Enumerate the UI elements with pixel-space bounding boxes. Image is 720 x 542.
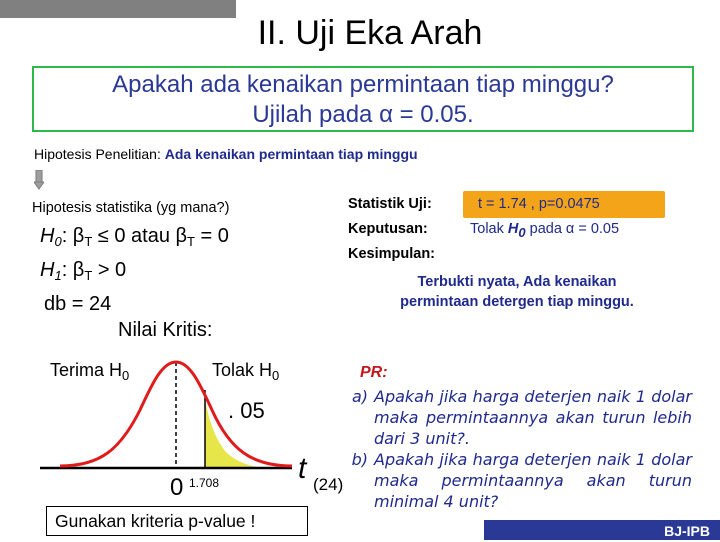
accept-region-label — [50, 360, 129, 383]
h1-beta-sub: T — [84, 268, 93, 283]
statistic-value: t = 1.74 , p=0.0475 — [478, 196, 600, 212]
h0-beta-sub: T — [84, 234, 93, 249]
pr-item-b-text: Apakah jika harga deterjen naik 1 dolar maka permintaannya akan turun minimal 4 unit? — [374, 450, 692, 511]
h1-beta: : β — [61, 259, 85, 281]
h1-letter: H — [40, 259, 55, 281]
slide-title: II. Uji Eka Arah — [257, 14, 483, 52]
t-axis-label: t — [298, 452, 307, 485]
question-box — [32, 66, 694, 132]
critical-value: 1.708 — [189, 476, 220, 490]
alpha-label: . 05 — [228, 398, 265, 423]
pr-item-b-mark: b) — [351, 450, 368, 469]
footer-brand: BJ-IPB — [484, 520, 720, 540]
zero-label: 0 — [170, 474, 184, 501]
kesimpulan-line-2: permintaan detergen tiap minggu. — [400, 294, 634, 310]
h1-end: > 0 — [92, 259, 127, 281]
terima-text: Terima H — [50, 360, 123, 380]
pr-title: PR: — [360, 364, 388, 381]
h0-end: = 0 — [194, 225, 229, 247]
null-hypothesis — [40, 224, 229, 254]
pr-item-b — [340, 449, 704, 512]
kesimpulan-value — [358, 272, 676, 312]
research-hypothesis-label: Hipotesis Penelitian: — [34, 146, 161, 162]
tolak-sub: 0 — [272, 368, 280, 383]
alt-hypothesis — [40, 258, 126, 288]
h0-letter: H — [40, 225, 55, 247]
degrees-of-freedom: db = 24 — [44, 293, 112, 315]
keputusan-rest: pada α = 0.05 — [525, 221, 620, 237]
pr-item-a — [340, 386, 704, 449]
t-df-label: (24) — [313, 475, 344, 494]
terima-sub: 0 — [122, 368, 130, 383]
pvalue-note: Gunakan kriteria p-value ! — [46, 506, 308, 536]
question-line-1: Apakah ada kenaikan permintaan tiap minggu? — [112, 71, 614, 98]
kesimpulan-label: Kesimpulan: — [348, 246, 436, 262]
keputusan-value — [470, 221, 619, 240]
critical-value-label: Nilai Kritis: — [118, 319, 213, 341]
pr-item-a-mark: a) — [351, 387, 368, 406]
keputusan-tolak: Tolak — [470, 221, 508, 237]
stat-hypothesis-question: Hipotesis statistika (yg mana?) — [32, 200, 230, 216]
keputusan-h-sub: 0 — [518, 225, 526, 240]
down-arrow-icon — [34, 170, 44, 190]
h0-sub: 0 — [54, 234, 62, 249]
question-line-2: Ujilah pada α = 0.05. — [252, 101, 474, 128]
keputusan-label: Keputusan: — [348, 221, 428, 237]
research-hypothesis-value: Ada kenaikan permintaan tiap minggu — [164, 146, 418, 162]
h0-rest: ≤ 0 atau β — [92, 225, 188, 247]
h0-beta-sub-2: T — [187, 234, 195, 249]
statistik-label: Statistik Uji: — [348, 196, 432, 212]
h0-beta: : β — [61, 225, 85, 247]
tolak-text: Tolak H — [212, 360, 273, 380]
pr-item-a-text: Apakah jika harga deterjen naik 1 dolar maka permintaannya akan turun lebih dari 3 unit?. — [374, 387, 692, 448]
keputusan-h: H — [507, 221, 519, 237]
reject-region-label — [212, 360, 279, 383]
kesimpulan-line-1: Terbukti nyata, Ada kenaikan — [417, 274, 617, 290]
research-hypothesis — [34, 146, 418, 162]
h1-sub: 1 — [54, 268, 62, 283]
